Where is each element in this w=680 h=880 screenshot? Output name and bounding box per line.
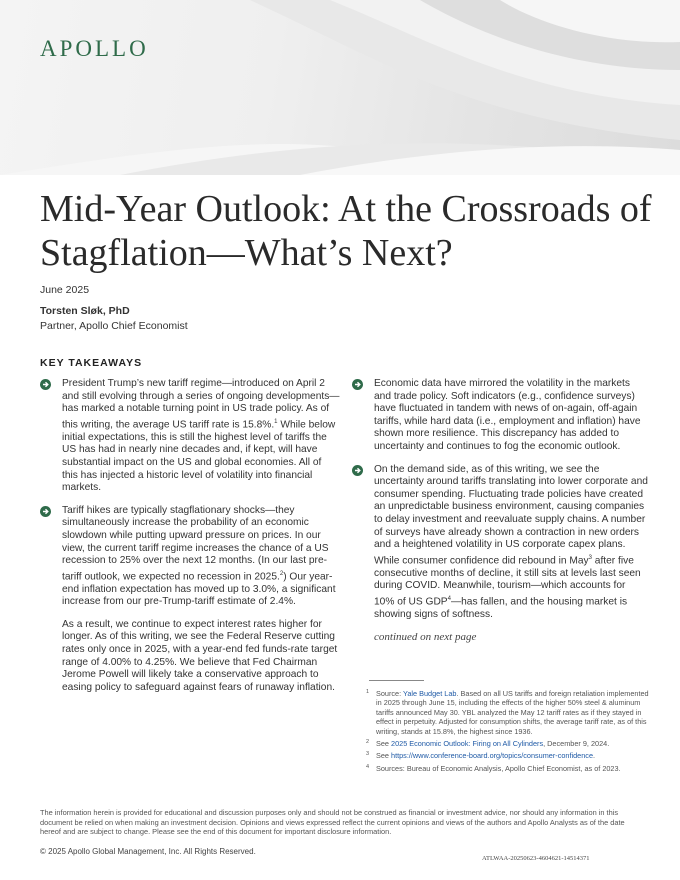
arrow-circle-icon — [352, 465, 363, 476]
footnote-item — [366, 689, 650, 736]
footnote-link[interactable]: https://www.conference-board.org/topics/consumer-confidence — [391, 751, 593, 761]
footnote-ref[interactable]: 3 — [588, 554, 592, 561]
arrow-circle-icon — [40, 506, 51, 517]
footnote-item — [366, 751, 650, 760]
author-role: Partner, Apollo Chief Economist — [40, 320, 188, 332]
author-name: Torsten Sløk, PhD — [40, 305, 130, 317]
document-code: ATLWAA-20250623-4604621-14514371 — [482, 855, 590, 862]
footnote-item — [366, 739, 650, 748]
copyright: © 2025 Apollo Global Management, Inc. All Rights Reserved. — [40, 847, 256, 856]
footnote-item — [366, 764, 650, 773]
takeaway-text: after five consecutive months of decline, it still sits at levels last seen during COVID. Meanwhile, tourism—which accounts for 10% of US GDP — [374, 555, 641, 608]
footnote-link[interactable]: Yale Budget Lab — [403, 689, 457, 698]
footnote-text: See — [376, 739, 392, 749]
takeaway-text: On the demand side, as of this writing, we see the uncertainty around tariffs translating into lower corporate and consumer spending. Fluctuating trade policies have created an unpredictable business environment, causing companies to delay investment and reevaluate supply chains. A number of surveys have already shown a contraction in new orders and a heightened volatility in US corporate capex plans. While consumer confidence did rebound in May — [374, 463, 648, 567]
takeaways-left-column — [40, 378, 340, 704]
takeaway-item — [352, 464, 648, 622]
footnote-text: , December 9, 2024. — [543, 739, 610, 749]
wave-background — [0, 0, 680, 175]
footnote-number: 3 — [366, 751, 370, 758]
takeaway-text: ) Our year-end inflation expectation has moved up to 3.0%, a significant increase from our pre-Trump-tariff estimate of 2.4%. — [62, 571, 336, 608]
key-takeaways-heading: KEY TAKEAWAYS — [40, 357, 143, 369]
takeaways-right-column — [352, 378, 648, 644]
takeaway-text: —has fallen, and the housing market is showing signs of softness. — [374, 596, 628, 620]
takeaway-text: Tariff hikes are typically stagflationary shocks—they simultaneously increase the probability of an economic slowdown while putting upward pressure on prices. In our view, the current tariff regime increases the chance of a US recession to 25% over the next 12 months. (In our last pre-tariff outlook, we expected no recession in 2025. — [62, 504, 329, 583]
takeaway-item — [40, 378, 340, 495]
footnote-text: Source: — [376, 689, 404, 698]
arrow-circle-icon — [40, 379, 51, 390]
disclaimer: The information herein is provided for educational and discussion purposes only and should not be construed as financial or investment advice, nor should any information in this document be relied on when making an investment decision. Opinions and views expressed reflect the current opinions and views of the authors and Apollo Analysts as of the date hereof and are subject to change. Please see the end of this document for important disclosure information. — [40, 808, 625, 837]
takeaway-text: President Trump’s new tariff regime—introduced on April 2 and still evolving through a series of ongoing developments—has marked a notable turning point in US trade policy. As of this writing, the average US tariff rate is 15.8%. — [62, 378, 340, 431]
footnote-ref[interactable]: 2 — [279, 570, 284, 577]
footnote-ref[interactable]: 1 — [274, 418, 278, 425]
footnote-text: See — [376, 751, 392, 761]
apollo-logo[interactable]: APOLLO — [40, 36, 149, 61]
footnote-text: Sources: Bureau of Economic Analysis, Apollo Chief Economist, as of 2023. — [376, 763, 621, 773]
publication-date: June 2025 — [40, 284, 90, 296]
footnote-number: 1 — [366, 689, 370, 695]
takeaway-item — [352, 378, 648, 454]
footnote-number: 4 — [366, 763, 370, 770]
takeaway-paragraph: As a result, we continue to expect interest rates higher for longer. As of this writing, we see the Federal Reserve cutting rates only once in 2025, with a year-end fed funds-rate target range of 4.00% to 4.25%. We believe that Fed Chairman Jerome Powell will likely take a conservative approach to easing policy to safeguard against fears of runaway inflation. — [62, 618, 338, 693]
footnote-divider — [369, 680, 424, 681]
footnote-link[interactable]: 2025 Economic Outlook: Firing on All Cylinders — [391, 739, 544, 749]
footnote-ref[interactable]: 4 — [447, 595, 451, 602]
continued-note: continued on next page — [374, 631, 477, 644]
takeaway-text: While below initial expectations, this is still the highest level of tariffs the US has had in nearly nine decades and, if kept, will have substantial impact on the US and global economies. All of this has injected a historic level of volatility into financial markets. — [62, 419, 336, 494]
header-banner — [0, 0, 680, 175]
footnote-text: . — [593, 751, 596, 761]
footnote-number: 2 — [366, 739, 370, 746]
footnotes — [366, 689, 650, 776]
arrow-circle-icon — [352, 379, 363, 390]
takeaway-item — [40, 505, 340, 609]
footnote-text: . Based on all US tariffs and foreign retaliation implemented in 2025 through June 15, including the effects of the higher 50% steel & aluminum tariffs announced May 30. YBL analyzed the May 12 tariff rates as if they stayed in effect in perpetuity. Adjusted for consumption shifts, the average tariff rate, as of this writing, stands at 15.8%, the highest since 1936. — [376, 689, 649, 736]
takeaway-text: Economic data have mirrored the volatility in the markets and trade policy. Soft indicators (e.g., confidence surveys) have fluctuated in tandem with news of on-again, off-again tariffs, while hard data (i.e., employment and inflation) have shown more resilience. This discrepancy has added to uncertainty and continues to fog the economic outlook. — [374, 378, 641, 452]
page-title: Mid-Year Outlook: At the Crossroads of Stagflation—What’s Next? — [40, 188, 652, 274]
